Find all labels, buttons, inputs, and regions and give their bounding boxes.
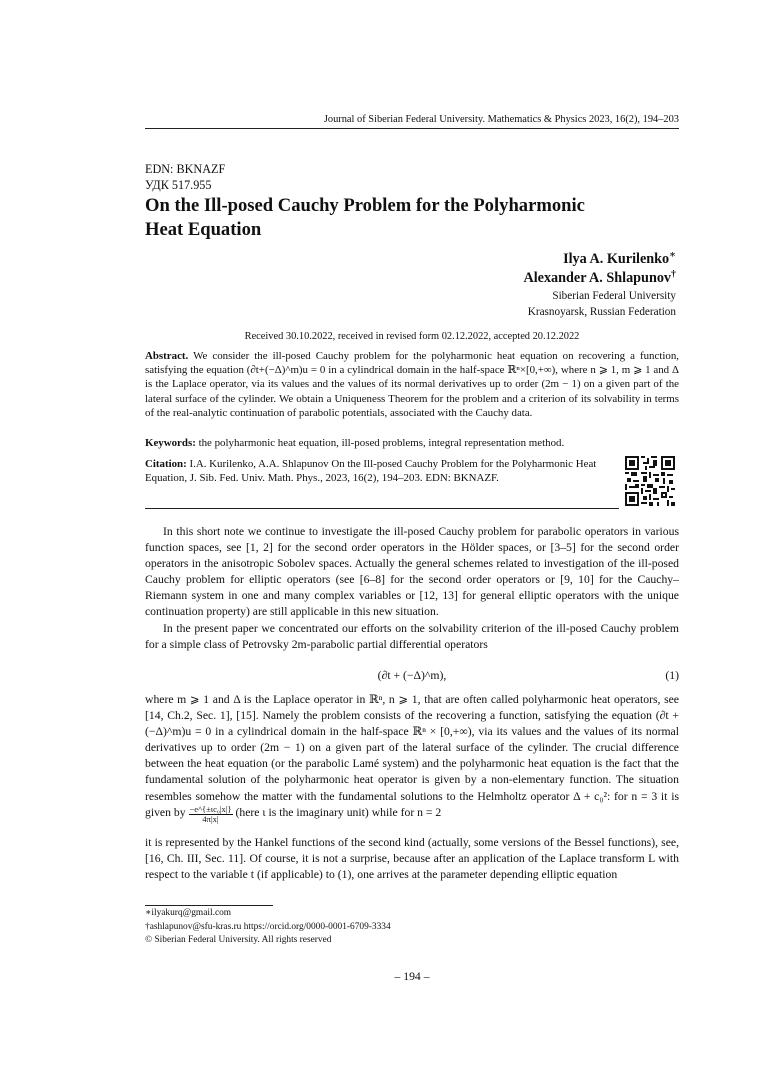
footnote-rule [145,905,273,906]
abstract [145,349,679,420]
header-rule [145,128,679,129]
abstract-text: We consider the ill-posed Cauchy problem for the polyharmonic heat equation on recovering a function, satisfying the equation (∂t+(−Δ)^m)u = 0 in a cylindrical domain in the half-space ℝⁿ×[0,+∞), where n ⩾ 1, m ⩾ 1 and Δ is the Laplace operator, via its values and the values of its normal derivatives up to order (2m − 1) on a given part of the lateral surface of the cylinder. We obtain a Uniqueness Theorem for the problem and a criterion of its solvability in terms of the real-analytic continuation of parabolic potentials, associated with the Cauchy data. [145,350,679,419]
edn-label: EDN: BKNAZF [145,162,226,176]
equation-1-body: (∂t + (−Δ)^m), [377,669,447,682]
equation-1-number: (1) [665,669,679,682]
body-section-1 [145,524,679,653]
running-head: Journal of Siberian Federal University. Mathematics & Physics 2023, 16(2), 194–203 [323,114,679,125]
abstract-label: Abstract. [145,350,189,362]
fraction-denominator: 4π|x| [202,813,219,824]
fraction-numerator: −e^{±ιc₀|x|} [189,803,232,814]
paragraph-3-continued: it is represented by the Hankel functions of the second kind (actually, some versions of the Bessel functions), see, [16, Ch. III, Sec. 11]. Of course, it is not a surprise, because after an application of the Laplace transform L with respect to the variable t (if applicable) to (1), one arrives at the parameter depending elliptic equation [145,836,679,882]
paragraph-3-text-a: where m ⩾ 1 and Δ is the Laplace operator in ℝⁿ, n ⩾ 1, that are often called polyharmonic heat operators, see [14, Ch.2, Sec. 1], [15]. Namely the problem consists of the recovering a function, satisfying the equation (∂t + (−Δ)^m)u = 0 in a cylindrical domain in the half-space ℝⁿ × [0,+∞), via its values and the values of its normal derivatives up to order (2m − 1) on a given part of the lateral surface of the cylinder. The crucial difference between the heat equation (or the parabolic Lamé system) and the polyharmonic heat equation is the fact that the fundamental solution of the polyharmonic heat operator is given by a non-elementary function. The situation resembles somehow the matter with the fundamental solutions to the Helmholtz operator Δ + c₀²: for n = 3 it is given by [145,693,679,819]
paragraph-3 [145,692,679,824]
citation-rule [145,508,619,509]
paragraph-2: In the present paper we concentrated our efforts on the solvability criterion of the ill-posed Cauchy problem for a simple class of Petrovsky 2m-parabolic partial differential operators [145,621,679,651]
udk-label: УДК 517.955 [145,178,212,192]
keywords-label: Keywords: [145,437,196,449]
helmholtz-fraction [189,805,233,824]
author-block [523,250,676,320]
affiliation-city: Krasnoyarsk, Russian Federation [527,306,676,318]
affiliation-university: Siberian Federal University [552,290,676,302]
citation-label: Citation: [145,458,187,470]
citation [145,457,605,485]
author-1-footnote-mark: ∗ [669,249,676,261]
paper-title [145,194,685,242]
keywords-text: the polyharmonic heat equation, ill-posed problems, integral representation method. [198,437,565,449]
paragraph-3-text-b: (here ι is the imaginary unit) while for n = 2 [235,805,442,819]
citation-text: I.A. Kurilenko, A.A. Shlapunov On the Ill-posed Cauchy Problem for the Polyharmonic Heat Equation, J. Sib. Fed. Univ. Math. Phys., 2023, 16(2), 194–203. EDN: BKNAZF. [145,458,597,485]
paragraph-1: In this short note we continue to investigate the ill-posed Cauchy problem for parabolic operators in various function spaces, see [1, 2] for the second order operators in the Hölder spaces, or [3–5] for the second order operators in the anisotropic Sobolev spaces. Actually the general schemes related to investigation of the ill-posed Cauchy problem for elliptic operators (see [6–8] for the second order operators or [9, 10] for the Cauchy–Riemann system in one and many complex variables or [12, 13] for general elliptic operators with the unique continuation property) are still applicable in this new situation. [145,525,679,619]
footnote-email-1: ∗ilyakurq@gmail.com [145,908,232,918]
author-2: Alexander A. Shlapunov† [523,268,676,286]
keywords [145,437,679,449]
received-dates: Received 30.10.2022, received in revised form 02.12.2022, accepted 20.12.2022 [244,331,580,342]
footnote-email-2: †ashlapunov@sfu-kras.ru https://orcid.org/0000-0001-6709-3334 [145,921,391,932]
author-1: Ilya A. Kurilenko∗ [563,249,676,267]
title-line-2: Heat Equation [145,219,262,240]
title-line-1: On the Ill-posed Cauchy Problem for the Polyharmonic [145,195,585,216]
author-2-footnote-mark: † [671,268,676,280]
footnotes [145,907,391,948]
footnote-copyright: © Siberian Federal University. All rights reserved [145,935,332,946]
qr-code-icon [625,456,675,506]
equation-1 [145,669,679,685]
page-number: – 194 – [394,970,430,983]
